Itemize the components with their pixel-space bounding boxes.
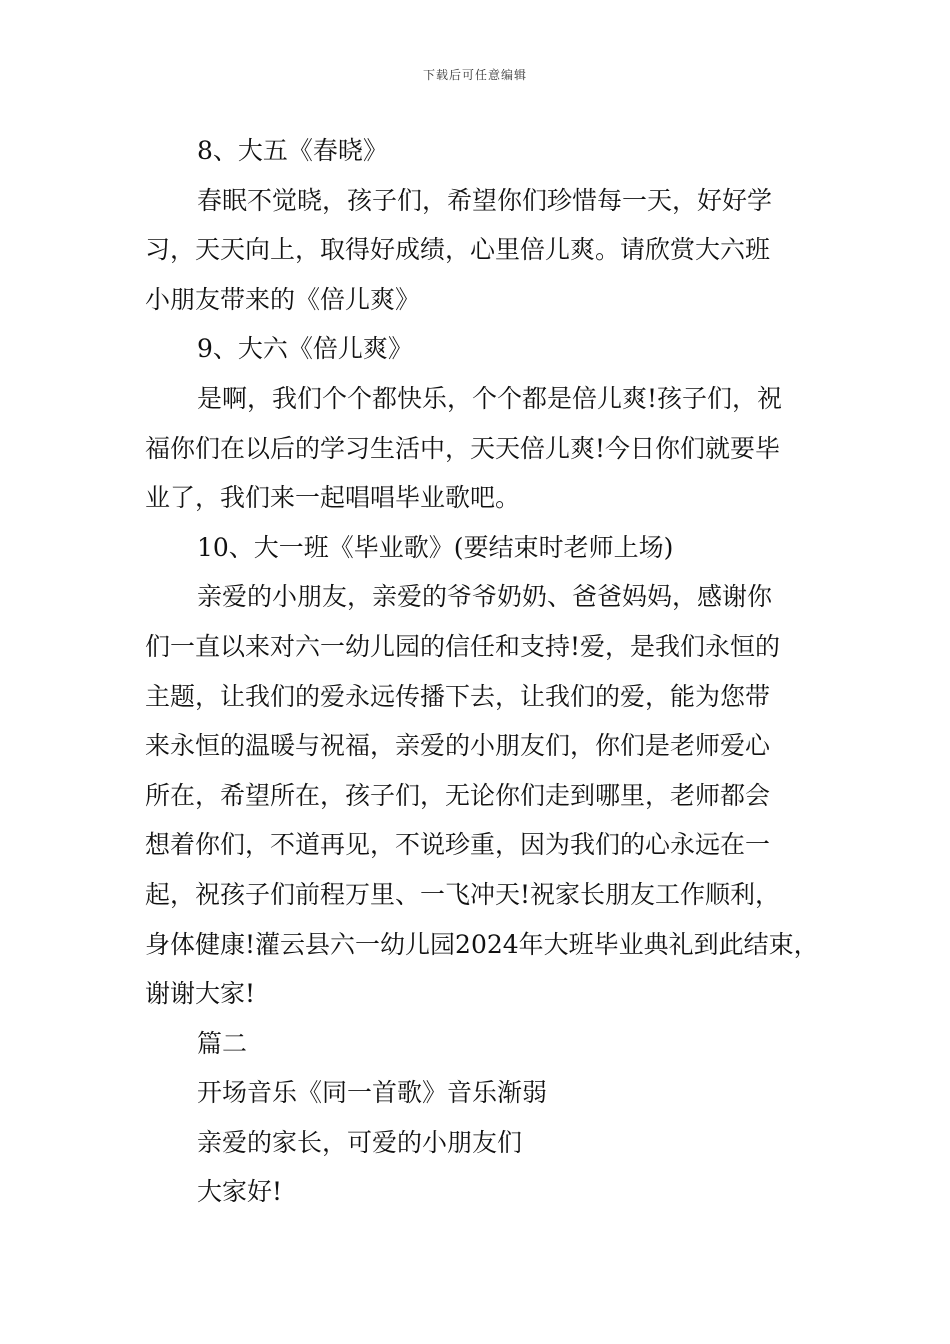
text-line: 起，祝孩子们前程万里、一飞冲天!祝家长朋友工作顺利， bbox=[145, 879, 781, 909]
text-line: 10、大一班《毕业歌》(要结束时老师上场) bbox=[197, 532, 674, 562]
text-line: 亲爱的小朋友，亲爱的爷爷奶奶、爸爸妈妈，感谢你 bbox=[197, 582, 773, 612]
text-line: 8、大五《春晓》 bbox=[197, 136, 388, 165]
text-line: 想着你们，不道再见，不说珍重，因为我们的心永远在一 bbox=[145, 830, 771, 860]
text-line: 来永恒的温暖与祝福，亲爱的小朋友们，你们是老师爱心 bbox=[145, 731, 771, 761]
text-line: 主题，让我们的爱永远传播下去，让我们的爱，能为您带 bbox=[145, 681, 771, 711]
page-header: 下载后可任意编辑 bbox=[422, 68, 527, 82]
text-line: 们一直以来对六一幼儿园的信任和支持!爱，是我们永恒的 bbox=[145, 631, 781, 661]
text-line: 小朋友带来的《倍儿爽》 bbox=[145, 284, 421, 314]
text-line: 篇二 bbox=[197, 1028, 248, 1058]
text-line: 所在，希望所在，孩子们，无论你们走到哪里，老师都会 bbox=[145, 780, 771, 810]
text-line: 是啊，我们个个都快乐，个个都是倍儿爽!孩子们，祝 bbox=[197, 383, 783, 413]
text-line: 习，天天向上，取得好成绩，心里倍儿爽。请欣赏大六班 bbox=[145, 235, 771, 265]
text-line: 业了，我们来一起唱唱毕业歌吧。 bbox=[145, 483, 521, 513]
text-line: 开场音乐《同一首歌》音乐渐弱 bbox=[197, 1078, 548, 1108]
text-line: 亲爱的家长，可爱的小朋友们 bbox=[197, 1127, 523, 1157]
text-line: 大家好! bbox=[197, 1177, 283, 1207]
text-line: 谢谢大家! bbox=[145, 979, 256, 1009]
text-line: 福你们在以后的学习生活中，天天倍儿爽!今日你们就要毕 bbox=[145, 433, 781, 463]
text-line: 9、大六《倍儿爽》 bbox=[197, 334, 413, 364]
document-body bbox=[145, 126, 825, 1217]
text-line: 春眠不觉晓，孩子们，希望你们珍惜每一天，好好学 bbox=[197, 185, 773, 215]
text-line: 身体健康!灌云县六一幼儿园2024年大班毕业典礼到此结束， bbox=[145, 929, 819, 959]
